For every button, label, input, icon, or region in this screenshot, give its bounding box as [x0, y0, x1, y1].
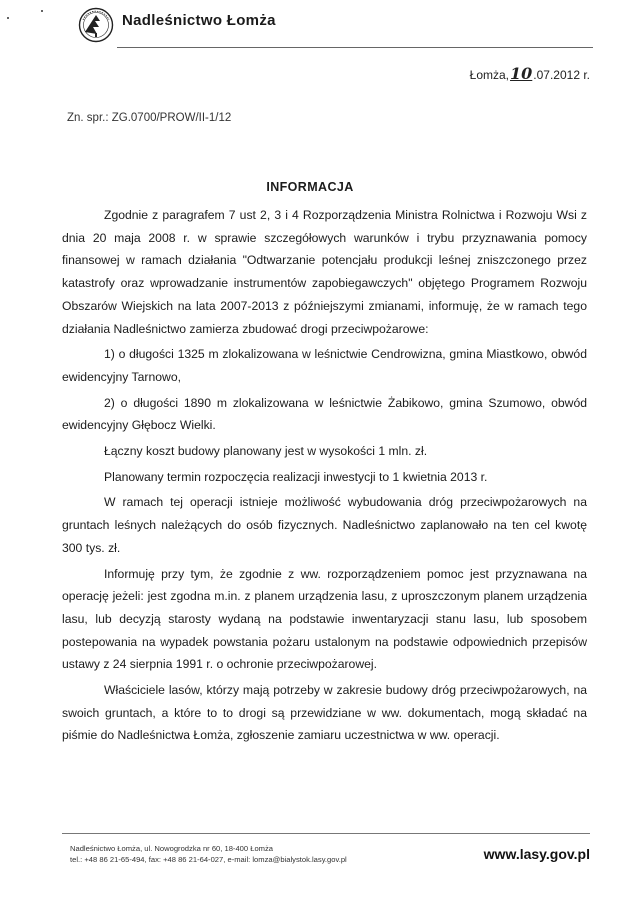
document-date [470, 64, 590, 83]
date-day-handwritten: 10 [510, 64, 533, 83]
intro-paragraph: Zgodnie z paragrafem 7 ust 2, 3 i 4 Rozporządzenia Ministra Rolnictwa i Rozwoju Wsi z dnia 20 maja 2008 r. w sprawie szczegółowych warunków i trybu przyznawania pomocy finansowej w ramach działania "Odtwarzanie potencjału produkcji leśnej zniszczonego przez katastrofy oraz wprowadzanie instrumentów zapobiegawczych" objętego Programem Rozwoju Obszarów Wiejskich na lata 2007-2013 z późniejszymi zmianami, informuję, że w ramach tego działania Nadleśnictwo zamierza zbudować drogi przeciwpożarowe: [62, 208, 587, 336]
date-place: Łomża, [469, 68, 510, 82]
private-land-paragraph: W ramach tej operacji istnieje możliwość wybudowania dróg przeciwpożarowych na gruntach leśnych należących do osób fizycznych. Nadleśnictwo zaplanowało na ten cel kwotę 300 tys. zł. [62, 495, 587, 555]
list-item-road-2: 2) o długości 1890 m zlokalizowana w leśnictwie Żabikowo, gmina Szumowo, obwód ewidencyjny Głębocz Wielki. [62, 395, 587, 433]
document-title: INFORMACJA [266, 180, 354, 194]
total-cost-paragraph: Łączny koszt budowy planowany jest w wysokości 1 mln. zł. [104, 444, 428, 459]
header-divider [117, 47, 593, 48]
case-reference-number: Zn. spr.: ZG.0700/PROW/II-1/12 [67, 112, 232, 124]
footer-website-link[interactable]: www.lasy.gov.pl [483, 846, 590, 862]
lasy-panstwowe-logo-icon [78, 7, 114, 43]
start-date-paragraph: Planowany termin rozpoczęcia realizacji inwestycji to 1 kwietnia 2013 r. [104, 469, 488, 484]
scan-speck [7, 17, 9, 19]
footer-contact-block [70, 843, 347, 865]
footer-contact-details: tel.: +48 86 21-65-494, fax: +48 86 21-64-027, e-mail: lomza@bialystok.lasy.gov.pl [70, 855, 347, 864]
conditions-paragraph: Informuję przy tym, że zgodnie z ww. rozporządzeniem pomoc jest przyznawana na operację jeżeli: jest zgodna m.in. z planem urządzenia lasu, z uproszczonym planem urządzenia lasu, lub decyzją starosty wydaną na podstawie inwentaryzacji stanu lasu, lub sposobem postepowania na wypadek powstania pożaru ustalonym na podstawie odpowiednich przepisów ustawy z 24 sierpnia 1991 r. o ochronie przeciwpożarowej. [62, 566, 587, 672]
footer-address: Nadleśnictwo Łomża, ul. Nowogrodzka nr 60, 18-400 Łomża [70, 844, 274, 853]
list-item-road-1: 1) o długości 1325 m zlokalizowana w leśnictwie Cendrowizna, gmina Miastkowo, obwód ewidencyjny Tarnowo, [62, 347, 587, 384]
owners-application-paragraph: Właściciele lasów, którzy mają potrzeby w zakresie budowy dróg przeciwpożarowych, na swoich gruntach, a które to to drogi są przewidziane w ww. dokumentach, mogą składać na piśmie do Nadleśnictwa Łomża, zgłoszenie zamiaru uczestnictwa w ww. operacji. [62, 683, 587, 743]
date-rest: .07.2012 r. [533, 68, 590, 82]
document-body [62, 204, 587, 747]
scan-speck [41, 10, 43, 12]
footer-divider [62, 833, 590, 834]
organization-name: Nadleśnictwo Łomża [122, 12, 276, 29]
